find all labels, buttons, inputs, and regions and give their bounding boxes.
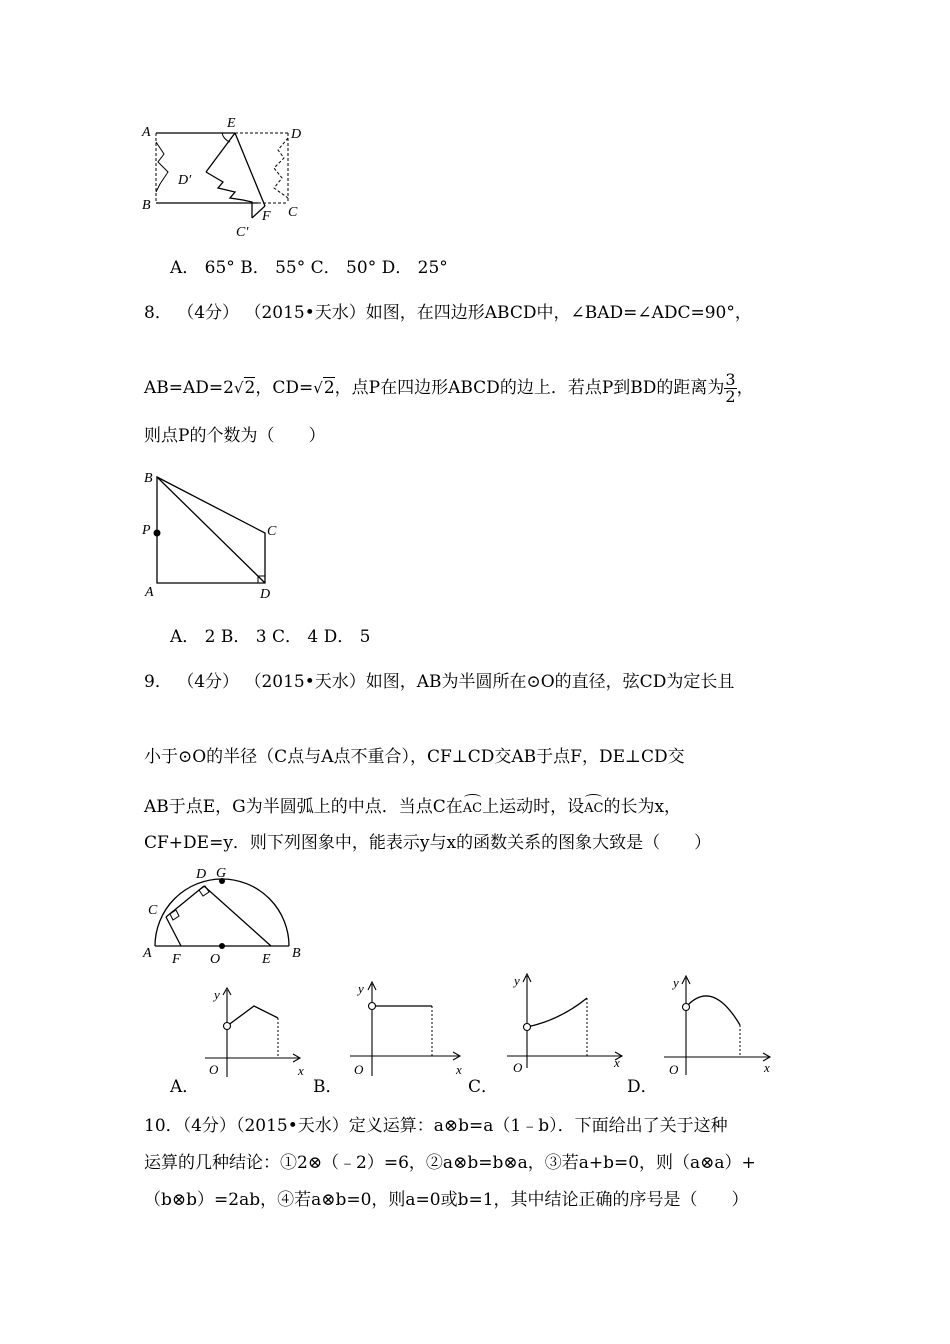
q9-line3: AB于点E，G为半圆弧上的中点．当点C在AC上运动时，设AC的长为x， xyxy=(144,796,681,820)
q10-line3: （b⊗b）=2ab，④若a⊗b=0，则a=0或b=1，其中结论正确的序号是（ ） xyxy=(144,1190,749,1210)
svg-text:O: O xyxy=(669,1062,679,1077)
q8-line3: 则点P的个数为（ ） xyxy=(144,426,326,446)
q9-line2: 小于⊙O的半径（C点与A点不重合），CF⊥CD交AB于点F，DE⊥CD交 xyxy=(144,747,685,767)
svg-text:x: x xyxy=(614,1055,620,1070)
q7-label-b: B xyxy=(142,198,151,213)
q8-fraction: $\frac{3}{2}$ xyxy=(725,370,736,406)
q9-option-d: D． xyxy=(627,1077,658,1097)
q8-diagonal-bd xyxy=(157,477,265,583)
q8-options: A． 2 B． 3 C． 4 D． 5 xyxy=(170,627,371,647)
svg-text:y: y xyxy=(673,975,679,990)
q9-label-e: E xyxy=(262,952,271,967)
svg-text:y: y xyxy=(358,981,364,996)
svg-text:x: x xyxy=(456,1062,462,1077)
q10-line1: 10．（4分）（2015•天水）定义运算：a⊗b=a（1﹣b）．下面给出了关于这种 xyxy=(144,1116,728,1136)
q9-graph-c xyxy=(505,968,630,1073)
q8-label-p: P xyxy=(142,523,151,538)
q9-graph-b xyxy=(345,976,470,1081)
q7-zigzag-fold xyxy=(206,172,252,218)
q9-label-g: G xyxy=(216,866,227,881)
q8-label-b: B xyxy=(144,471,153,486)
q9-point-o xyxy=(219,943,225,949)
q8-point-p xyxy=(154,530,161,537)
q7-options: A． 65° B． 55° C． 50° D． 25° xyxy=(170,258,448,278)
q8-sqrt-2a: 2 xyxy=(244,378,256,398)
q7-edge-edp xyxy=(206,133,235,172)
q9-arc-ac-2: AC xyxy=(584,798,603,820)
q8-label-c: C xyxy=(267,524,277,539)
q8-label-a: A xyxy=(145,585,154,600)
q9-right-angle-d xyxy=(199,886,209,896)
svg-text:O: O xyxy=(209,1062,219,1077)
q8-cd: ，CD= xyxy=(255,378,314,398)
q7-label-f: F xyxy=(262,209,271,224)
q9-label-o: O xyxy=(210,952,221,967)
q7-zigzag-left xyxy=(156,142,168,192)
q8-sqrt-2b: 2 xyxy=(323,378,335,398)
q8-line2: AB=AD=2√2，CD=√2，点P在四边形ABCD的边上．若点P到BD的距离为 $\frac{3}{2}$ ， xyxy=(144,370,754,406)
q8-text: ，点P在四边形ABCD的边上．若点P到BD的距离为 xyxy=(334,378,725,398)
svg-text:O: O xyxy=(513,1060,523,1073)
q9-label-d: D xyxy=(196,867,207,882)
q7-label-cp: C′ xyxy=(236,225,249,240)
q7-zigzag-right xyxy=(274,138,288,198)
q7-label-d: D xyxy=(291,127,302,142)
q9-graph-a xyxy=(200,982,315,1082)
svg-text:x: x xyxy=(764,1060,770,1075)
q9-line1: 9． （4分） （2015•天水）如图，AB为半圆所在⊙O的直径，弦CD为定长且 xyxy=(144,672,735,692)
q9-line-cf xyxy=(166,917,181,946)
svg-text:y: y xyxy=(214,987,220,1002)
q9-line4: CF+DE=y．则下列图象中，能表示y与x的函数关系的图象大致是（ ） xyxy=(144,833,712,853)
q9-arc-ac-1: AC xyxy=(463,798,482,820)
q9-label-b: B xyxy=(292,946,301,961)
svg-text:x: x xyxy=(298,1063,304,1078)
q10-line2: 运算的几种结论：①2⊗（﹣2）=6，②a⊗b=b⊗a，③若a+b=0，则（a⊗a）+ xyxy=(144,1153,756,1173)
q7-label-e: E xyxy=(227,116,236,131)
q7-figure xyxy=(138,112,318,242)
q7-label-a: A xyxy=(142,125,151,140)
q8-line1: 8． （4分） （2015•天水）如图，在四边形ABCD中，∠BAD=∠ADC=90°， xyxy=(144,303,752,323)
q8-ab-ad: AB=AD=2 xyxy=(144,378,234,398)
q9-graph-d-curve xyxy=(686,996,740,1025)
svg-text:O: O xyxy=(354,1062,364,1077)
q9-label-a: A xyxy=(143,946,152,961)
q7-label-c: C xyxy=(288,205,298,220)
q9-graph-a-curve xyxy=(227,1006,278,1026)
q9-label-f: F xyxy=(172,952,181,967)
q9-option-c: C． xyxy=(468,1077,499,1097)
q8-figure xyxy=(140,465,290,605)
q9-graph-d xyxy=(660,970,780,1080)
q9-graph-c-curve xyxy=(527,998,587,1027)
q9-right-angle-c xyxy=(170,910,179,920)
q8-label-d: D xyxy=(260,587,271,602)
q9-line-de xyxy=(204,886,271,946)
q9-label-c: C xyxy=(148,903,158,918)
svg-text:y: y xyxy=(514,973,520,988)
q9-option-b: B． xyxy=(313,1077,343,1097)
q9-figure xyxy=(140,862,315,972)
q7-label-dp: D′ xyxy=(178,173,192,188)
q7-fold-ef xyxy=(235,133,265,206)
q9-option-a: A． xyxy=(170,1077,200,1097)
